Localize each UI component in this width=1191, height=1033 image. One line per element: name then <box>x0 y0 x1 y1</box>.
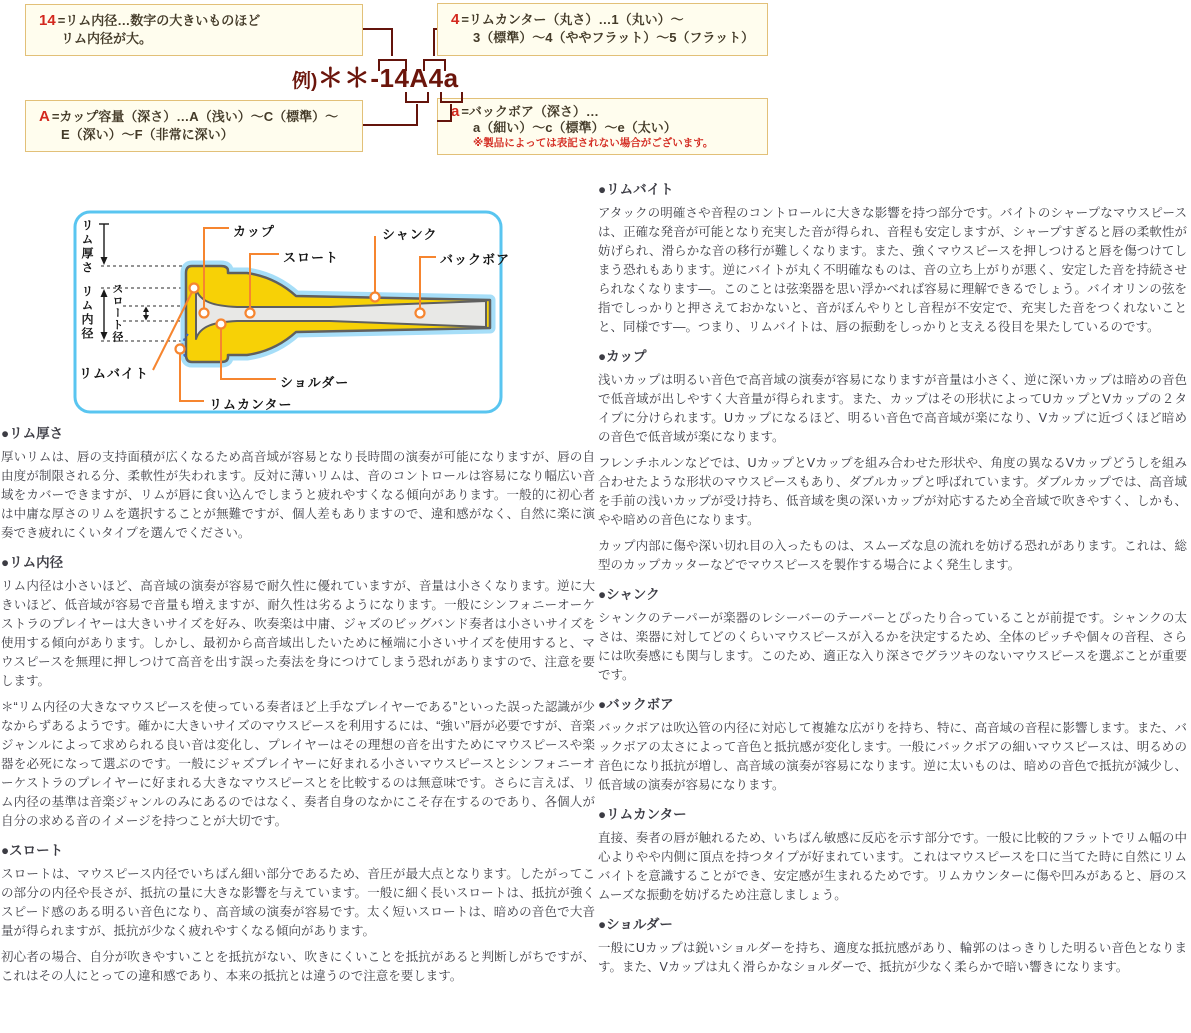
legend-box-rim-contour <box>437 3 768 56</box>
legend-text: =リムカンター（丸さ）…1（丸い）～ <box>461 12 684 27</box>
label-rim-thickness: リム厚さ <box>80 219 94 275</box>
paragraph: フレンチホルンなどでは、UカップとVカップを組み合わせた形状や、角度の異なるVカップどうしを組み合わせたような形状のマウスピースもあり、ダブルカップと呼ばれています。ダブルカップでは、高音域を手前の浅いカップが受け持ち、低音域を奥の深いカップが対応するため全音域で吹きやすく、しかも、やや暗めの音色になります。 <box>598 456 1187 527</box>
paragraph: スロートは、マウスピース内径でいちばん細い部分であるため、音圧が最大点となります。したがってこの部分の内径や長さが、抵抗の量に大きな影響を与えています。一般に細く長いスロートは、抵抗が強くスピード感のある明るい音色になり、高音域の演奏が容易です。太く短いスロートは、暗めの音色で大音量が得られますが、抵抗が少なく疲れやすくなる傾向があります。 <box>1 867 595 938</box>
legend-note: ※製品によっては表記されない場合がございます。 <box>473 137 714 149</box>
heading-shoulder: ●ショルダー <box>598 917 673 932</box>
legend-box-cup-volume <box>25 100 363 152</box>
legend-text: E（深い）～F（非常に深い） <box>61 127 234 142</box>
paragraph: アタックの明確さや音程のコントロールに大きな影響を持つ部分です。バイトのシャープなマウスピースは、正確な発音が可能となり充実した音が得られ、音程も安定しますが、シャープすぎると唇の柔軟性が妨げられ、滑らかな音の移行が難しくなります。また、強くマウスピースを押しつけると唇を傷つけてしまう恐れもあります。逆にバイトが丸く不明確なものは、音の立ち上がりが悪く、安定した音を持続させられなくなります―。このことは弦楽器を思い浮かべれば容易に理解できるでしょう。バイオリンの弦を指でしっかりと押さえておかないと、音がぼんやりとし音程が不安定で、充実した音をつくれないことと、同様です―。つまり、リムバイトは、唇の振動をしっかりと支える役目を果たしているのです。 <box>598 206 1187 334</box>
label-rim-inner-diameter: リム内径 <box>80 285 94 341</box>
legend-box-backbore <box>437 98 768 155</box>
legend-code-A: A <box>39 108 50 125</box>
legend-text: リム内径が大。 <box>61 31 153 46</box>
label-backbore: バックボア <box>440 252 511 267</box>
code-legend <box>0 0 790 165</box>
heading-shank: ●シャンク <box>598 587 660 602</box>
paragraph: リム内径は小さいほど、高音域の演奏が容易で耐久性に優れていますが、音量は小さくなります。逆に大きいほど、低音域が容易で音量も増えますが、耐久性は劣るようになります。一般にシンフォニーオーケストラのプレイヤーは大きいサイズを好み、吹奏楽は中庸、ジャズのビッグバンド奏者は小さいサイズを使用する傾向があります。しかし、最初から高音域出したいために極端に小さいサイズを使用すると、マウスピースを無理に押しつけて高音を出す誤った奏法を身につけてしまう恐れがありますので、注意を要します。 <box>1 579 595 688</box>
mouthpiece-diagram <box>73 210 511 416</box>
legend-box-rim-inner-diameter <box>25 4 363 56</box>
heading-rim-inner-diameter: ●リム内径 <box>1 555 64 570</box>
legend-code-14: 14 <box>39 12 56 29</box>
label-throat-diameter: スロート径 <box>111 283 123 343</box>
legend-text: =カップ容量（深さ）…A（浅い）～C（標準）～ <box>51 109 339 124</box>
paragraph: 初心者の場合、自分が吹きやすいことを抵抗がない、吹きにくいことを抵抗があると判断しがちですが、これはその人にとっての違和感であり、本来の抵抗とは違うので注意を要します。 <box>1 950 595 983</box>
paragraph: バックボアは吹込管の内径に対応して複雑な広がりを持ち、特に、高音域の音程に影響します。また、バックボアの太さによって音色と抵抗感が変化します。一般にバックボアの細いマウスピースは、明るめの音色になり抵抗が増し、高音域の演奏が容易になります。逆に太いものは、暗めの音色で抵抗が減少し、低音域の演奏が容易になります。 <box>598 721 1187 792</box>
label-throat: スロート <box>283 250 340 265</box>
left-column <box>1 426 595 993</box>
legend-text: 3（標準）～4（ややフラット）～5（フラット） <box>473 30 755 45</box>
label-rim-bite: リムバイト <box>79 366 150 381</box>
heading-rim-bite: ●リムバイト <box>598 182 674 197</box>
right-column <box>598 182 1187 984</box>
legend-text: =バックボア（深さ）… <box>461 104 599 119</box>
paragraph: シャンクのテーパーが楽器のレシーバーのテーパーとぴったり合っていることが前提です。シャンクの太さは、楽器に対してどのくらいマウスピースが入るかを決定するため、全体のピッチや個々の音程、さらには吹奏感にも関与します。このため、適正な入り深さでグラツキのないマウスピースを選ぶことが重要です。 <box>598 611 1187 682</box>
paragraph: 一般にUカップは鋭いショルダーを持ち、適度な抵抗感があり、輪郭のはっきりした明るい音色となります。また、Vカップは丸く滑らかなショルダーで、抵抗が少なく柔らかで暗い響きになります。 <box>598 941 1187 974</box>
paragraph: カップ内部に傷や深い切れ目の入ったものは、スムーズな息の流れを妨げる恐れがあります。これは、総型のカップカッターなどでマウスピースを製作する場合によく発生します。 <box>598 539 1187 572</box>
paragraph: 直接、奏者の唇が触れるため、いちばん敏感に反応を示す部分です。一般に比較的フラットでリム幅の中心よりやや内側に頂点を持つタイプが好まれています。これはマウスピースを口に当てた時に自然にリムバイトを意識することができ、安定感が生まれるためです。リムカウンターに傷や凹みがあると、唇のスムーズな振動を妨げるため注意しましょう。 <box>598 831 1187 902</box>
legend-text: =リム内径…数字の大きいものほど <box>57 13 261 28</box>
paragraph: 厚いリムは、唇の支持面積が広くなるため高音域が容易となり長時間の演奏が可能になりますが、唇の自由度が制限される分、柔軟性が失われます。反対に薄いリムは、音のコントロールは容易になり幅広い音域をカバーできますが、リムが唇に食い込んでしまうと疲れやすくなる傾向があります。一般的に初心者は中庸な厚さのリムを選択することが無難ですが、個人差もありますので、違和感がなく、自然に楽に演奏でき疲れにくいタイプを選んでください。 <box>1 450 595 540</box>
legend-text: a（細い）～c（標準）～e（太い） <box>473 120 677 135</box>
heading-throat: ●スロート <box>1 843 64 858</box>
heading-cup: ●カップ <box>598 349 647 364</box>
label-cup: カップ <box>233 224 275 239</box>
example-code-value: ＊＊-14A4a <box>317 63 459 93</box>
example-label: 例) <box>292 71 318 92</box>
example-code <box>292 58 459 95</box>
label-shoulder: ショルダー <box>280 375 350 390</box>
label-rim-contour: リムカンター <box>209 397 293 412</box>
legend-code-4: 4 <box>451 11 460 28</box>
legend-code-a: a <box>451 103 460 120</box>
label-shank: シャンク <box>382 227 438 242</box>
paragraph: ＊“リム内径の大きなマウスピースを使っている奏者ほど上手なプレイヤーである”といった誤った認識が少なからずあるようです。確かに大きいサイズのマウスピースを利用するには、“強い”唇が必要ですが、音楽ジャンルによって求められる良い音は変化し、プレイヤーはその理想の音を出すためにマウスピースや楽器を必死になって選ぶのです。一般にジャズプレイヤーに好まれる小さいマウスピースとシンフォニーオーケストラのプレイヤーに好まれる大きなマウスピースとを比較するのは無意味です。さらに言えば、リム内径の基準は音楽ジャンルのみにあるのではなく、奏者自身のなかにこそ存在するのであり、各個人が自分の求める音のイメージを持つことが大切です。 <box>1 700 595 828</box>
heading-rim-contour: ●リムカンター <box>598 807 687 822</box>
paragraph: 浅いカップは明るい音色で高音域の演奏が容易になりますが音量は小さく、逆に深いカップは暗めの音色で低音域が出しやすく大音量が得られます。また、カップはその形状によってUカップとVカップの２タイプに分けられます。Uカップになるほど、明るい音色で高音域が楽になり、Vカップに近づくほど暗めの音色で低音域が楽になります。 <box>598 373 1187 444</box>
heading-backbore: ●バックボア <box>598 697 674 712</box>
heading-rim-thickness: ●リム厚さ <box>1 426 64 441</box>
